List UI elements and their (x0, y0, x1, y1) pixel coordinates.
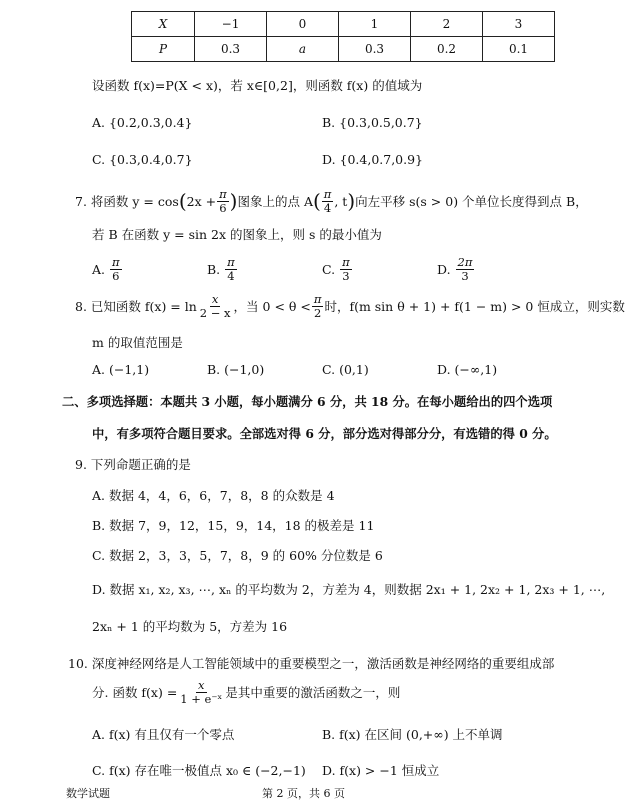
table-cell: 0.3 (195, 37, 267, 62)
footer-subject: 数学试题 (66, 787, 110, 800)
q7-option-d: D. $\frac{2\pi}{3}$ (437, 255, 473, 283)
q8-option-c: C. (0,1) (322, 362, 369, 377)
table-cell: 0 (267, 12, 339, 37)
q6-stem: 设函数 f(x)=P(X < x)，若 x∈[0,2]，则函数 f(x) 的值域为 (92, 78, 423, 93)
q9-option-d-line2: 2xₙ + 1 的平均数为 5，方差为 16 (92, 619, 288, 634)
q10-option-a: A. f(x) 有且仅有一个零点 (92, 727, 235, 742)
table-cell: a (267, 37, 339, 62)
q6-option-c: C. {0.3,0.4,0.7} (92, 152, 193, 167)
q8-fraction-1: $\frac{x}{2 - x}$ (199, 292, 231, 320)
q8-stem (75, 289, 625, 323)
footer-page-number: 第 2 页，共 6 页 (262, 787, 345, 800)
q6-option-d: D. {0.4,0.7,0.9} (322, 152, 424, 167)
q10-option-b: B. f(x) 在区间 (0,+∞) 上不单调 (322, 727, 503, 742)
q8-fraction-2: $\frac{\pi}{2}$ (313, 292, 322, 320)
q7-text-4: , t (334, 193, 348, 209)
q8-option-a: A. (−1,1) (92, 362, 150, 377)
table-cell: 3 (483, 12, 555, 37)
table-cell: −1 (195, 12, 267, 37)
q7-option-c: C. $\frac{\pi}{3}$ (322, 255, 350, 283)
table-cell: 0.3 (339, 37, 411, 62)
q10-stem-line2 (92, 675, 400, 709)
q7-option-a: A. $\frac{\pi}{6}$ (92, 255, 120, 283)
q7-text-3: 图象上的点 A (237, 194, 313, 209)
q8-stem-line2: m 的取值范围是 (92, 335, 183, 350)
q8-text-2: ，当 0 < θ < (233, 299, 311, 314)
section-heading-line1: 二、多项选择题：本题共 3 小题，每小题满分 6 分，共 18 分。在每小题给出的四个选项 (62, 394, 553, 409)
q10-option-c: C. f(x) 存在唯一极值点 x₀ ∈ (−2,−1) (92, 763, 306, 778)
q10-text-1: 分. 函数 f(x) = (92, 685, 178, 700)
q8-option-b: B. (−1,0) (207, 362, 265, 377)
q7-text-2: 2x + (186, 193, 217, 209)
q7-number: 7. (75, 193, 87, 209)
q9-stem: 9. 下列命题正确的是 (75, 457, 191, 472)
table-row (132, 12, 555, 37)
q8-number: 8. (75, 298, 87, 314)
table-row (132, 37, 555, 62)
q7-fraction-1: $\frac{\pi}{6}$ (219, 187, 227, 215)
q9-option-c: C. 数据 2，3，3，5，7，8，9 的 60% 分位数是 6 (92, 548, 383, 563)
section-heading-line2: 中，有多项符合题目要求。全部选对得 6 分，部分选对得部分分，有选错的得 0 分。 (92, 426, 557, 441)
q7-text-1: 将函数 y = cos (90, 194, 179, 209)
table-cell: 0.2 (411, 37, 483, 62)
q9-option-d: D. 数据 x₁, x₂, x₃, ⋯, xₙ 的平均数为 2，方差为 4，则数据 2x₁ + 1, 2x₂ + 1, 2x₃ + 1, ⋯, (92, 582, 606, 597)
q10-option-d: D. f(x) > −1 恒成立 (322, 763, 440, 778)
q8-option-d: D. (−∞,1) (437, 362, 498, 377)
q7-option-b: B. $\frac{\pi}{4}$ (207, 255, 235, 283)
distribution-table (131, 11, 555, 62)
q10-text-2: 是其中重要的激活函数之一，则 (225, 685, 401, 700)
q7-fraction-2: $\frac{\pi}{4}$ (323, 187, 332, 215)
q7-stem-line2: 若 B 在函数 y = sin 2x 的图象上，则 s 的最小值为 (92, 227, 382, 242)
q6-option-b: B. {0.3,0.5,0.7} (322, 115, 423, 130)
q9-option-a: A. 数据 4，4，6，6，7，8，8 的众数是 4 (92, 488, 335, 503)
q7-stem: 7. 将函数 y = cos ( 2x + $\frac{\pi}{6}$ ) 图象上的点 A ( $\frac{\pi}{4}$ , t ) 向左平移 s(s > 0) 个单位长度得到点 B， (75, 187, 588, 215)
table-cell: P (132, 37, 195, 62)
table-cell: X (132, 12, 195, 37)
table-cell: 1 (339, 12, 411, 37)
q9-option-b: B. 数据 7，9，12，15，9，14，18 的极差是 11 (92, 518, 375, 533)
table-cell: 0.1 (483, 37, 555, 62)
table-cell: 2 (411, 12, 483, 37)
q7-text-5: 向左平移 s(s > 0) 个单位长度得到点 B， (355, 194, 588, 209)
q8-text-3: 时，f(m sin θ + 1) + f(1 − m) > 0 恒成立，则实数 (324, 299, 625, 314)
q10-stem: 10. 深度神经网络是人工智能领域中的重要模型之一，激活函数是神经网络的重要组成部 (68, 656, 555, 671)
q8-text-1: 已知函数 f(x) = ln (90, 299, 197, 314)
q10-fraction: $\frac{x}{\text{1 + e⁻ˣ}}$ (180, 678, 223, 706)
q6-option-a: A. {0.2,0.3,0.4} (92, 115, 193, 130)
